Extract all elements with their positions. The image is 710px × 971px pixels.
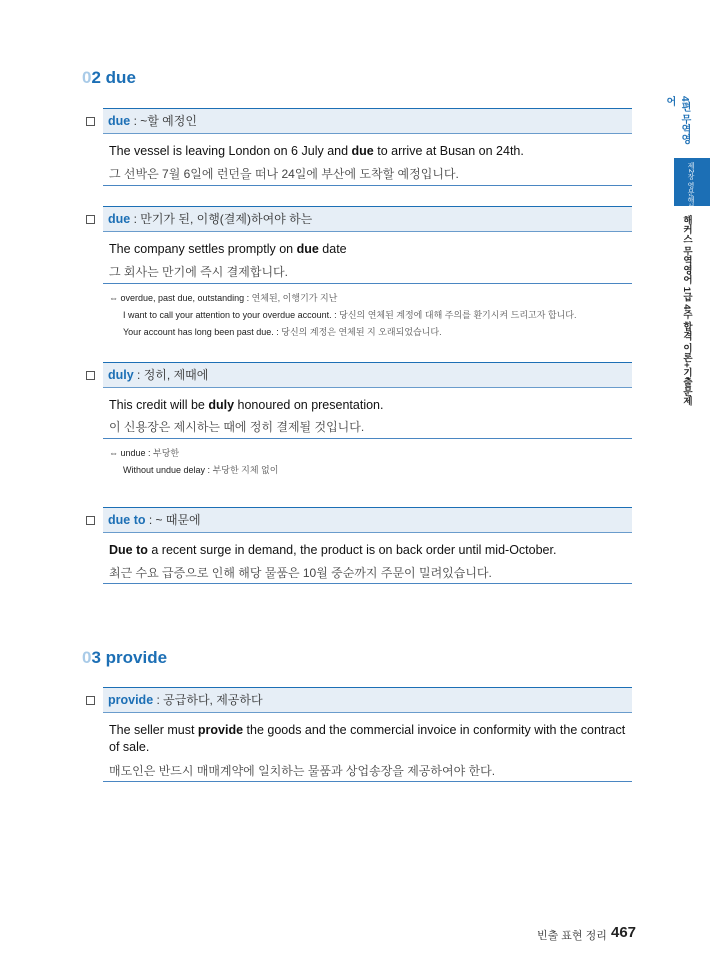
related-example: Your account has long been past due. : 당신의 계정은 연체된 지 오래되었습니다. xyxy=(123,327,442,337)
related-terms: ⇔ overdue, past due, outstanding : 연체된, 이행기가 지난 xyxy=(109,293,338,303)
checkbox-icon[interactable] xyxy=(86,516,95,525)
example-en: Due to a recent surge in demand, the product is on back order until mid-October. xyxy=(109,543,557,557)
checkbox-icon[interactable] xyxy=(86,117,95,126)
section-title-provide: 03 provide xyxy=(82,648,168,667)
example-en: The seller must provide the goods and the commercial invoice in conformity with the contract of sale. xyxy=(109,723,626,754)
related-example: I want to call your attention to your overdue account. : 당신의 연체된 계정에 대해 주의를 환기시켜 드리고자 합니다. xyxy=(123,310,577,320)
entry-header: due : ~할 예정인 xyxy=(103,108,632,134)
divider xyxy=(103,781,632,782)
related-terms: ⇔ undue : 부당한 xyxy=(109,448,180,458)
footer-label: 빈출 표현 정리 xyxy=(537,930,607,942)
divider xyxy=(103,583,632,584)
example-en: This credit will be duly honoured on presentation. xyxy=(109,398,384,412)
entry-header: provide : 공급하다, 제공하다 xyxy=(103,687,632,713)
entry-header: duly : 정히, 제때에 xyxy=(103,362,632,388)
example-ko: 최근 수요 급증으로 인해 해당 물품은 10월 중순까지 주문이 밀려있습니다. xyxy=(109,566,492,580)
divider xyxy=(103,283,632,284)
section-title-due: 02 due xyxy=(82,68,136,87)
checkbox-icon[interactable] xyxy=(86,215,95,224)
related-example: Without undue delay : 부당한 지체 없이 xyxy=(123,465,279,475)
example-ko: 그 회사는 만기에 즉시 결제합니다. xyxy=(109,265,288,279)
entry-header: due to : ~ 때문에 xyxy=(103,507,632,533)
divider xyxy=(103,438,632,439)
side-book-title: 해커스 무역영어 1급 4주 합격 이론+기출문제 xyxy=(681,215,692,406)
side-part-label: 4편 무역영어 xyxy=(664,96,690,145)
page-number: 467 xyxy=(611,924,637,941)
example-en: The company settles promptly on due date xyxy=(109,242,347,256)
divider xyxy=(103,185,632,186)
side-chapter-tab[interactable]: 제2장 영문해석·영작문 xyxy=(674,158,710,206)
entry-header: due : 만기가 된, 이행(결제)하여야 하는 xyxy=(103,206,632,232)
example-ko: 그 선박은 7월 6일에 런던을 떠나 24일에 부산에 도착할 예정입니다. xyxy=(109,167,459,181)
example-en: The vessel is leaving London on 6 July and due to arrive at Busan on 24th. xyxy=(109,144,524,158)
checkbox-icon[interactable] xyxy=(86,696,95,705)
example-ko: 매도인은 반드시 매매계약에 일치하는 물품과 상업송장을 제공하여야 한다. xyxy=(109,764,496,778)
checkbox-icon[interactable] xyxy=(86,371,95,380)
example-ko: 이 신용장은 제시하는 때에 정히 결제될 것입니다. xyxy=(109,420,365,434)
